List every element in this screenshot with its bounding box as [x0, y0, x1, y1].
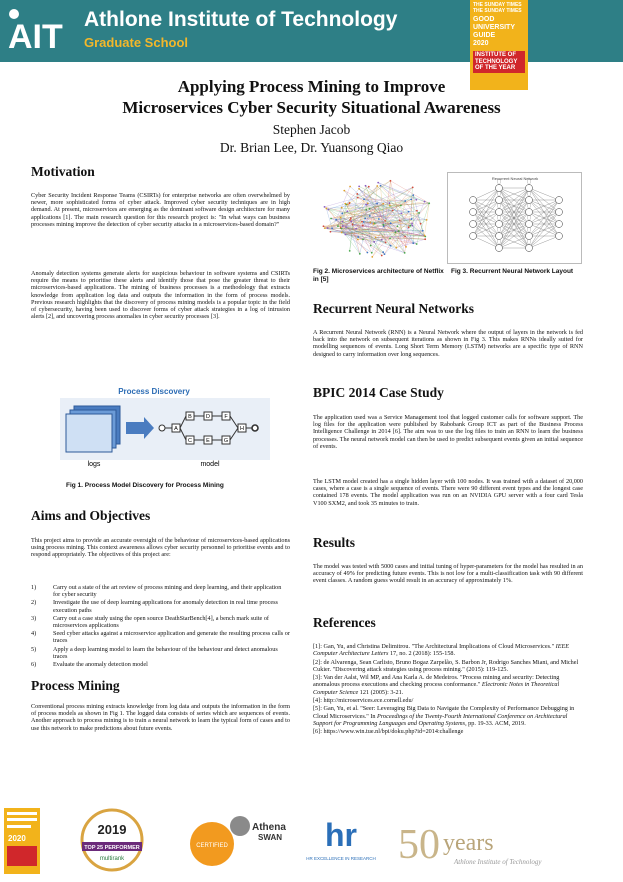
aims-intro: This project aims to provide an accurate oversight of the behaviour of microservices-based applications using process mining. This context awareness allows cyber security personnel to prioritise events and to respond appropriately. The objectives of this project are: [31, 537, 290, 559]
process-mining-heading: Process Mining [31, 678, 120, 693]
microservice-node [377, 182, 379, 184]
rnn-neuron [496, 233, 503, 240]
microservice-node [324, 206, 326, 208]
objective-number: 2) [31, 599, 37, 607]
rnn-diagram-title: Recurrent Neural Network [491, 176, 539, 181]
objective-number: 5) [31, 645, 37, 653]
svg-text:C: C [188, 438, 192, 444]
microservice-node [400, 205, 402, 207]
certified-logo [190, 822, 234, 866]
microservice-node [349, 202, 351, 204]
rnn-neuron [526, 209, 533, 216]
bpic-paragraph-2: The LSTM model created has a single hidden layer with 100 nodes. It was trained with a dataset of 20,000 cases, where a case is a single sequence of events. There were 90 different event types and the longest case contained 178 events. The model application was run on an NVIDIA GPU server with a four card Tesla V100 SXM2, and took 35 minutes to train. [313, 478, 583, 507]
rnn-neuron [556, 221, 563, 228]
microservice-node [373, 241, 375, 243]
microservice-node [346, 210, 348, 212]
microservice-node [361, 221, 363, 223]
microservice-node [356, 193, 358, 195]
rnn-paragraph: A Recurrent Neural Network (RNN) is a Neural Network where the output of layers in the network is fed back into the network on subsequent iterations as shown in Fig 3. This makes RNNs ideally suited for modelling sequences of events. Long Short Term Memory (LSTM) networks are a specific type of RNN designed to carry information over long sequences. [313, 329, 583, 358]
microservice-node [349, 186, 351, 188]
rnn-neuron [496, 209, 503, 216]
microservice-node [347, 203, 349, 205]
microservice-node [370, 245, 372, 247]
microservice-node [416, 210, 418, 212]
svg-text:G: G [223, 438, 229, 444]
rnn-neuron [526, 233, 533, 240]
rnn-neuron [526, 245, 533, 252]
objective-item [31, 661, 290, 668]
microservice-node [405, 246, 407, 248]
microservice-node [389, 202, 391, 204]
fifty-years-logo [398, 822, 542, 868]
microservice-node [412, 194, 414, 196]
microservice-node [362, 239, 364, 241]
microservice-node [397, 225, 399, 227]
rnn-neuron [496, 185, 503, 192]
microservice-node [371, 256, 373, 258]
microservice-node [359, 253, 361, 255]
reference-item: [4]: http://microservices.ece.cornell.edu/ [313, 697, 414, 705]
footer-logos [0, 806, 623, 882]
microservice-node [345, 226, 347, 228]
microservice-node [376, 203, 378, 205]
microservice-node [404, 235, 406, 237]
rnn-neuron [526, 221, 533, 228]
logo-text: AIT [8, 18, 63, 52]
footer-sunday-times-badge [4, 808, 40, 874]
objective-item [31, 646, 290, 660]
svg-text:Athlone Institute of Technolog: Athlone Institute of Technology [454, 858, 542, 866]
microservice-node [358, 188, 360, 190]
microservice-node [404, 200, 406, 202]
microservice-node [378, 218, 380, 220]
microservice-node [389, 204, 391, 206]
institute-name: Athlone Institute of Technology [84, 8, 398, 31]
microservice-node [373, 223, 375, 225]
microservice-node [341, 213, 343, 215]
microservice-node [349, 250, 351, 252]
references-heading: References [313, 615, 376, 630]
logs-stack-icon [66, 406, 120, 452]
microservice-node [385, 242, 387, 244]
svg-text:hr: hr [325, 817, 357, 853]
objective-number: 6) [31, 661, 37, 669]
microservice-node [343, 190, 345, 192]
microservice-node [364, 217, 366, 219]
motivation-paragraph-1: Cyber Security Incident Response Teams (CSIRTs) for enterprise networks are often overwhelmed by newer, more sophisticated forms of cyber attack. Improved cyber security techniques are in high demand. At present, microservices are emerging as the dominant software design architecture for many applications [1]. The main research question for this research project is: "In what ways can business processes mining improve the detection of cyber security attacks in a microservices-based domain?" [31, 192, 290, 228]
microservice-node [390, 222, 392, 224]
objective-text: Apply a deep learning model to learn the behaviour of the behaviour and detect anomalous traces [53, 645, 278, 660]
microservice-node [344, 234, 346, 236]
objective-text: Carry out a case study using the open source DeathStarBench[4], a bench mark suite of microservices applications [53, 614, 269, 630]
microservice-node [410, 198, 412, 200]
microservice-node [367, 202, 369, 204]
microservice-node [327, 227, 329, 229]
bpic-paragraph-1: The application used was a Service Management tool that logged customer calls for software support. The log files for the application were published by Rabobank Group ICT as part of the Business Process Intelligence Challenge in 2014 [6]. The aim was to use the log files to train an RNN to learn the business processes. The neural network model can then be used to predict subsequent events given an initial sequence of events. [313, 414, 583, 450]
objectives-list [31, 584, 290, 669]
microservice-node [399, 220, 401, 222]
objective-item [31, 630, 290, 644]
hr-excellence-logo [306, 817, 376, 861]
microservice-node [382, 224, 384, 226]
microservice-node [341, 221, 343, 223]
model-label: model [200, 461, 220, 468]
microservice-node [371, 252, 373, 254]
microservice-node [376, 185, 378, 187]
reference-item: [1]: Gan, Yu, and Christina Delimitrou. "The Architectural Implications of Cloud Microservices." IEEE Computer Architecture Letters 17, no. 2 (2018): 155-158. [313, 643, 570, 658]
process-discovery-banner: Process Discovery [118, 387, 190, 396]
svg-text:D: D [206, 414, 210, 420]
microservice-node [363, 198, 365, 200]
svg-text:2019: 2019 [97, 822, 127, 837]
microservice-node [352, 224, 354, 226]
microservice-node [412, 242, 414, 244]
microservice-node [324, 227, 326, 229]
microservice-node [341, 207, 343, 209]
rnn-neuron [496, 245, 503, 252]
microservice-node [394, 231, 396, 233]
microservice-node [428, 202, 430, 204]
microservice-node [363, 221, 365, 223]
objective-number: 3) [31, 614, 37, 622]
microservice-node [327, 209, 329, 211]
rnn-layout-figure [447, 172, 582, 264]
reference-item: [3]: Van der Aalst, Wil MP, and Ana Karla A. de Medeiros. "Process mining and security: Detecting anomalous process executions and checking process conformance." Electronic Notes in Theoretical Computer Science 121 (2005): 3-21. [313, 674, 560, 696]
rnn-neuron [496, 221, 503, 228]
microservice-node [331, 227, 333, 229]
microservice-node [411, 218, 413, 220]
athena-swan-logo [230, 816, 286, 842]
microservice-node [349, 219, 351, 221]
microservice-node [411, 223, 413, 225]
microservice-node [365, 204, 367, 206]
microservice-node [409, 225, 411, 227]
microservice-node [420, 223, 422, 225]
reference-item: [5]: Gan, Yu, et al. "Seer: Leveraging Big Data to Navigate the Complexity of Performance Debugging in Cloud Microservices." In Proceedings of the Twenty-Fourth International Conference on Architectural Support for Programming Languages and Operating Systems, pp. 19-33. ACM, 2019. [313, 705, 575, 727]
reference-item: [6]: https://www.win.tue.nl/bpi/doku.php?id=2014:challenge [313, 728, 464, 736]
process-mining-paragraph: Conventional process mining extracts knowledge from log data and outputs the information in the form of process models as shown in Fig 1. The logged data consists of series which are sequences of events. Another approach to process mining is to train a neural network to learn the typical form of cases and to use this network to make predictions about future events. [31, 703, 290, 732]
microservice-node [344, 203, 346, 205]
microservice-node [325, 208, 327, 210]
svg-text:F: F [224, 414, 228, 420]
results-paragraph: The model was tested with 5000 cases and initial tuning of hyper-parameters for the model has resulted in an accuracy of 49% for predicting future events. This is not low for a multi-classification task with 90 different event classes. A random guess would result in an accuracy of approximately 1%. [313, 563, 583, 585]
process-discovery-figure [60, 378, 270, 478]
poster-title-line1: Applying Process Mining to Improve [177, 77, 446, 96]
microservice-node [384, 220, 386, 222]
svg-text:years: years [443, 830, 494, 856]
objective-text: Seed cyber attacks against a microservice application and generate the resulting process calls or traces [53, 630, 290, 645]
microservice-node [366, 252, 368, 254]
objective-item [31, 615, 290, 629]
microservice-node [395, 247, 397, 249]
microservice-node [390, 245, 392, 247]
graduate-school-label: Graduate School [84, 35, 189, 50]
microservice-node [390, 180, 392, 182]
svg-text:H: H [240, 426, 244, 432]
rnn-neuron [496, 197, 503, 204]
microservice-node [404, 252, 406, 254]
microservice-node [398, 230, 400, 232]
microservice-node [384, 253, 386, 255]
microservice-node [415, 199, 417, 201]
reference-item: [2]: de Alvarenga, Sean Carlisto, Bruno Bogaz Zarpelão, S. Barbon Jr, Rodrigo Sanches Miani, and Michel Cukier. "Discovering attack strategies using process mining." (2015): 119-125. [313, 658, 579, 673]
fig2-caption: Fig 2. Microservices architecture of Netflix in [5] [313, 268, 444, 283]
microservice-node [401, 212, 403, 214]
microservice-node [365, 209, 367, 211]
microservice-node [416, 243, 418, 245]
rnn-neuron [470, 197, 477, 204]
microservice-node [368, 186, 370, 188]
multirank-top25-logo [82, 810, 142, 870]
microservice-node [365, 185, 367, 187]
svg-text:SWAN: SWAN [258, 833, 282, 842]
microservice-node [357, 236, 359, 238]
microservice-node [355, 228, 357, 230]
svg-text:2020: 2020 [8, 834, 26, 843]
bpic-heading: BPIC 2014 Case Study [313, 385, 444, 400]
svg-text:Athena: Athena [252, 822, 286, 833]
objective-number: 4) [31, 630, 37, 638]
aims-heading: Aims and Objectives [31, 508, 151, 523]
rnn-neuron [556, 209, 563, 216]
microservice-node [392, 210, 394, 212]
results-heading: Results [313, 535, 356, 550]
references-list [313, 643, 583, 737]
microservice-node [412, 187, 414, 189]
microservice-node [330, 231, 332, 233]
author-supervisors: Dr. Brian Lee, Dr. Yuansong Qiao [219, 140, 404, 155]
microservice-node [350, 217, 352, 219]
netflix-microservices-figure [313, 172, 443, 264]
microservice-node [424, 235, 426, 237]
rnn-neuron [556, 233, 563, 240]
microservice-node [362, 225, 364, 227]
ait-logo [6, 6, 72, 52]
microservice-node [357, 197, 359, 199]
rnn-neuron [470, 233, 477, 240]
microservice-node [335, 219, 337, 221]
microservice-node [341, 228, 343, 230]
microservice-node [380, 185, 382, 187]
svg-text:multirank: multirank [99, 856, 125, 862]
microservice-node [422, 230, 424, 232]
microservice-node [381, 255, 383, 257]
microservice-node [340, 217, 342, 219]
rnn-heading: Recurrent Neural Networks [313, 301, 474, 316]
svg-text:HR EXCELLENCE IN RESEARCH: HR EXCELLENCE IN RESEARCH [306, 856, 376, 861]
sunday-times-badge: THE SUNDAY TIMES THE SUNDAY TIMES GOOD UNIVERSITY GUIDE 2020 INSTITUTE OF TECHNOLOGY OF THE YEAR [470, 0, 528, 90]
objective-text: Evaluate the anomaly detection model [53, 661, 148, 669]
objective-item [31, 584, 290, 598]
microservice-node [424, 238, 426, 240]
svg-text:CERTIFIED: CERTIFIED [196, 843, 228, 849]
microservice-node [424, 201, 426, 203]
rnn-neuron [470, 209, 477, 216]
objective-text: Investigate the use of deep learning applications for anomaly detection in real time process execution paths [53, 599, 278, 614]
microservice-node [381, 239, 383, 241]
objective-number: 1) [31, 584, 37, 591]
author-primary: Stephen Jacob [272, 122, 351, 137]
microservice-node [342, 225, 344, 227]
microservice-node [341, 232, 343, 234]
microservice-node [357, 239, 359, 241]
poster-title-line2: Microservices Cyber Security Situational Awareness [122, 98, 501, 117]
svg-text:B: B [188, 414, 192, 420]
objective-item [31, 599, 290, 613]
microservice-node [369, 208, 371, 210]
microservice-node [411, 225, 413, 227]
microservice-node [369, 222, 371, 224]
svg-text:A: A [174, 426, 178, 432]
header-bar [0, 0, 623, 62]
microservice-node [358, 186, 360, 188]
motivation-paragraph-2: Anomaly detection systems generate alerts for suspicious behaviour in software systems and CSIRTs require the means to prioritise these alerts and identify those that pose the greater threat to their microservices-based applications. The mining of business processes is a methodology that extracts knowledge from application log data and outputs the information in the form of process models. Previous research highlights that the discovery of process mining models is a popular topic in the field of cybersecurity, having been used to discover forms of cyber attack strategies in a log of intrusion alerts [2], and uncovering process anomalies in cyber security processes [3]. [31, 270, 290, 321]
microservice-node [382, 203, 384, 205]
fig3-caption: Fig 3. Recurrent Neural Network Layout [451, 268, 574, 275]
rnn-neuron [526, 197, 533, 204]
microservice-node [330, 218, 332, 220]
microservice-node [337, 225, 339, 227]
microservice-node [382, 251, 384, 253]
microservice-node [408, 211, 410, 213]
microservice-node [323, 225, 325, 227]
microservice-node [426, 219, 428, 221]
microservice-node [375, 236, 377, 238]
svg-text:50: 50 [398, 822, 440, 868]
rnn-neuron [526, 185, 533, 192]
objective-text: Carry out a state of the art review of process mining and deep learning, and their application for cyber security [53, 584, 282, 599]
microservice-node [369, 215, 371, 217]
microservice-node [389, 237, 391, 239]
microservice-node [408, 226, 410, 228]
rnn-neuron [470, 221, 477, 228]
svg-text:TOP 25 PERFORMER: TOP 25 PERFORMER [84, 845, 140, 851]
fig1-caption: Fig 1. Process Model Discovery for Process Mining [66, 482, 224, 489]
microservice-node [418, 212, 420, 214]
motivation-heading: Motivation [31, 164, 95, 179]
microservice-node [350, 221, 352, 223]
svg-text:E: E [206, 438, 210, 444]
rnn-neuron [556, 197, 563, 204]
logs-label: logs [87, 461, 101, 468]
